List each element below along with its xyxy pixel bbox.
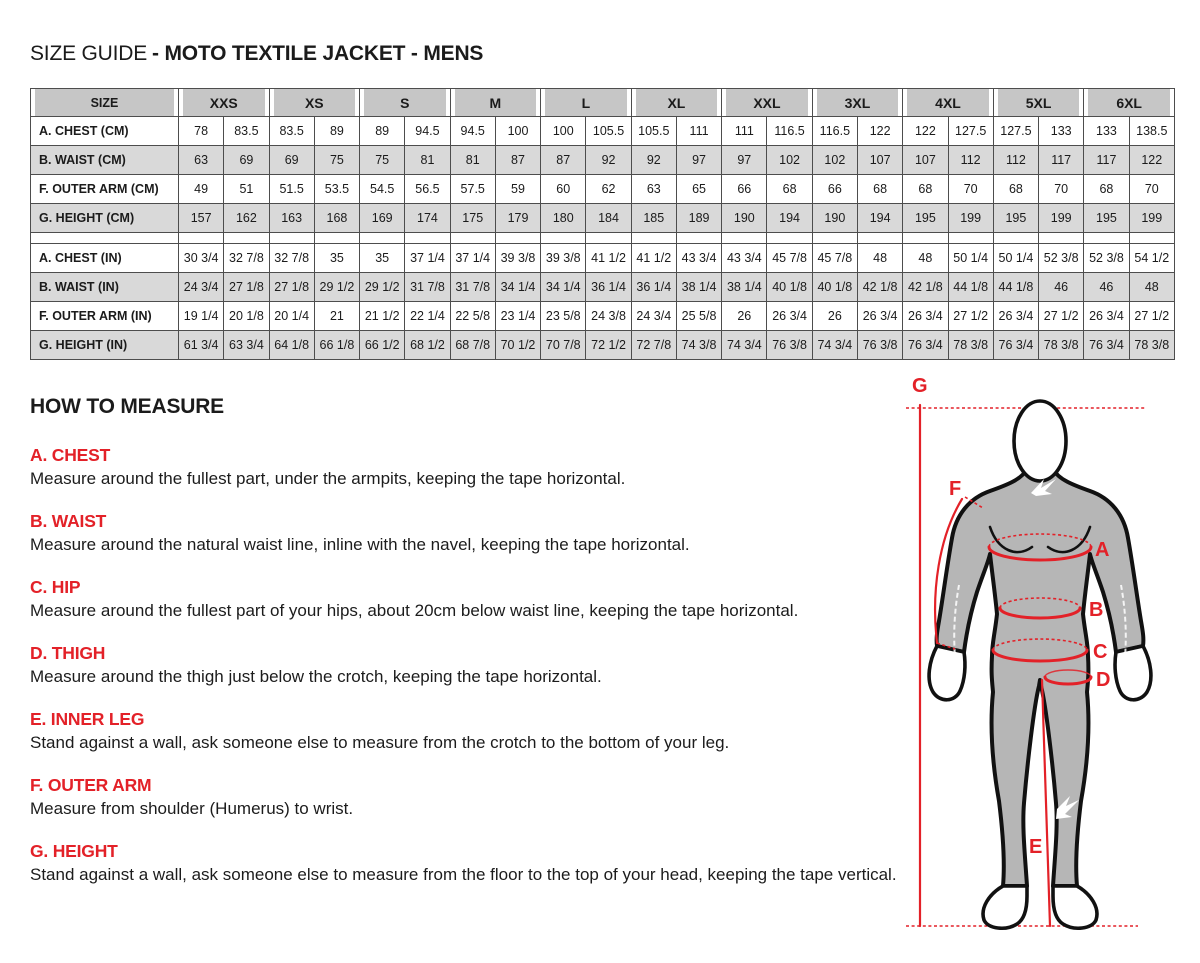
- value-cell: 133: [1039, 117, 1084, 146]
- value-cell: 89: [360, 117, 405, 146]
- value-cell: 97: [676, 146, 721, 175]
- value-cell: 66 1/2: [360, 331, 405, 360]
- value-cell: 72 1/2: [586, 331, 631, 360]
- measurement-figure: [893, 375, 1178, 963]
- value-cell: 89: [314, 117, 359, 146]
- value-cell: 185: [631, 204, 676, 233]
- value-cell: 24 3/8: [586, 302, 631, 331]
- value-cell: 138.5: [1129, 117, 1174, 146]
- value-cell: 117: [1084, 146, 1129, 175]
- spacer-cell: [405, 233, 450, 244]
- value-cell: 102: [767, 146, 812, 175]
- value-cell: 43 3/4: [722, 244, 767, 273]
- value-cell: 127.5: [948, 117, 993, 146]
- spacer-cell: [269, 233, 314, 244]
- value-cell: 46: [1039, 273, 1084, 302]
- right-hand: [1115, 646, 1151, 700]
- value-cell: 27 1/2: [1129, 302, 1174, 331]
- value-cell: 190: [722, 204, 767, 233]
- value-cell: 184: [586, 204, 631, 233]
- value-cell: 112: [993, 146, 1038, 175]
- page-title-bold: - MOTO TEXTILE JACKET - MENS: [152, 42, 484, 65]
- value-cell: 195: [993, 204, 1038, 233]
- row-label-cell: F. OUTER ARM (CM): [31, 175, 179, 204]
- value-cell: 76 3/8: [767, 331, 812, 360]
- value-cell: 100: [495, 117, 540, 146]
- value-cell: 34 1/4: [495, 273, 540, 302]
- spacer-cell: [495, 233, 540, 244]
- spacer-cell: [903, 233, 948, 244]
- size-header-xxl: XXL: [722, 89, 813, 117]
- size-header-3xl: 3XL: [812, 89, 903, 117]
- value-cell: 116.5: [767, 117, 812, 146]
- row-label-cell: A. CHEST (IN): [31, 244, 179, 273]
- spacer-cell: [586, 233, 631, 244]
- value-cell: 194: [767, 204, 812, 233]
- value-cell: 74 3/8: [676, 331, 721, 360]
- value-cell: 52 3/8: [1084, 244, 1129, 273]
- value-cell: 59: [495, 175, 540, 204]
- spacer-cell: [314, 233, 359, 244]
- size-header-4xl: 4XL: [903, 89, 994, 117]
- value-cell: 35: [360, 244, 405, 273]
- value-cell: 26 3/4: [993, 302, 1038, 331]
- page-title-regular: SIZE GUIDE: [30, 42, 148, 65]
- value-cell: 48: [1129, 273, 1174, 302]
- value-cell: 68: [903, 175, 948, 204]
- value-cell: 57.5: [450, 175, 495, 204]
- value-cell: 107: [903, 146, 948, 175]
- value-cell: 66 1/8: [314, 331, 359, 360]
- value-cell: 43 3/4: [676, 244, 721, 273]
- size-header-xxs: XXS: [179, 89, 270, 117]
- row-label-cell: B. WAIST (IN): [31, 273, 179, 302]
- measure-item-title: D. THIGH: [30, 642, 106, 663]
- value-cell: 29 1/2: [314, 273, 359, 302]
- spacer-cell: [450, 233, 495, 244]
- measure-item: [30, 445, 910, 490]
- spacer-cell: [676, 233, 721, 244]
- value-cell: 26 3/4: [903, 302, 948, 331]
- value-cell: 68 7/8: [450, 331, 495, 360]
- value-cell: 52 3/8: [1039, 244, 1084, 273]
- value-cell: 68: [767, 175, 812, 204]
- value-cell: 83.5: [269, 117, 314, 146]
- measure-item-text: Measure around the thigh just below the crotch, keeping the tape horizontal.: [30, 666, 602, 686]
- value-cell: 37 1/4: [405, 244, 450, 273]
- value-cell: 70 1/2: [495, 331, 540, 360]
- value-cell: 75: [360, 146, 405, 175]
- size-header-xs: XS: [269, 89, 360, 117]
- value-cell: 122: [1129, 146, 1174, 175]
- size-header-s: S: [360, 89, 451, 117]
- value-cell: 105.5: [631, 117, 676, 146]
- value-cell: 26: [722, 302, 767, 331]
- value-cell: 163: [269, 204, 314, 233]
- value-cell: 100: [541, 117, 586, 146]
- value-cell: 26 3/4: [767, 302, 812, 331]
- value-cell: 195: [903, 204, 948, 233]
- row-label-cell: B. WAIST (CM): [31, 146, 179, 175]
- value-cell: 111: [676, 117, 721, 146]
- spacer-cell: [541, 233, 586, 244]
- spacer-cell: [31, 233, 179, 244]
- figure-label-c: C: [1093, 641, 1108, 663]
- value-cell: 74 3/4: [722, 331, 767, 360]
- measure-item-text: Measure around the fullest part of your hips, about 20cm below waist line, keeping the tape horizontal.: [30, 600, 799, 620]
- measure-item-text: Measure around the natural waist line, inline with the navel, keeping the tape horizontal.: [30, 534, 690, 554]
- value-cell: 199: [948, 204, 993, 233]
- value-cell: 169: [360, 204, 405, 233]
- value-cell: 42 1/8: [903, 273, 948, 302]
- value-cell: 76 3/4: [993, 331, 1038, 360]
- value-cell: 42 1/8: [857, 273, 902, 302]
- measure-item-title: F. OUTER ARM: [30, 774, 152, 795]
- value-cell: 174: [405, 204, 450, 233]
- row-label-cell: G. HEIGHT (IN): [31, 331, 179, 360]
- value-cell: 50 1/4: [948, 244, 993, 273]
- value-cell: 19 1/4: [179, 302, 224, 331]
- value-cell: 63: [179, 146, 224, 175]
- value-cell: 24 3/4: [631, 302, 676, 331]
- value-cell: 27 1/2: [1039, 302, 1084, 331]
- size-table-row: [31, 204, 1175, 233]
- value-cell: 199: [1129, 204, 1174, 233]
- measure-item: [30, 709, 910, 754]
- value-cell: 122: [903, 117, 948, 146]
- value-cell: 122: [857, 117, 902, 146]
- value-cell: 56.5: [405, 175, 450, 204]
- size-table-header: [31, 89, 1175, 117]
- value-cell: 76 3/8: [857, 331, 902, 360]
- value-cell: 49: [179, 175, 224, 204]
- value-cell: 40 1/8: [812, 273, 857, 302]
- value-cell: 26 3/4: [1084, 302, 1129, 331]
- value-cell: 81: [405, 146, 450, 175]
- measure-item-title: C. HIP: [30, 576, 81, 597]
- figure-label-a: A: [1095, 539, 1110, 561]
- measure-item-title: G. HEIGHT: [30, 840, 118, 861]
- value-cell: 41 1/2: [586, 244, 631, 273]
- measure-item-title: A. CHEST: [30, 445, 111, 465]
- spacer-cell: [179, 233, 224, 244]
- value-cell: 190: [812, 204, 857, 233]
- value-cell: 35: [314, 244, 359, 273]
- value-cell: 23 1/4: [495, 302, 540, 331]
- value-cell: 31 7/8: [450, 273, 495, 302]
- spacer-cell: [1039, 233, 1084, 244]
- value-cell: 162: [224, 204, 269, 233]
- value-cell: 54.5: [360, 175, 405, 204]
- value-cell: 36 1/4: [586, 273, 631, 302]
- measure-item: [30, 511, 910, 556]
- value-cell: 69: [224, 146, 269, 175]
- value-cell: 97: [722, 146, 767, 175]
- value-cell: 44 1/8: [948, 273, 993, 302]
- size-table-header-row: [31, 89, 1175, 117]
- value-cell: 189: [676, 204, 721, 233]
- value-cell: 27 1/2: [948, 302, 993, 331]
- value-cell: 133: [1084, 117, 1129, 146]
- figure-label-d: D: [1096, 669, 1111, 691]
- value-cell: 199: [1039, 204, 1084, 233]
- value-cell: 78: [179, 117, 224, 146]
- value-cell: 20 1/4: [269, 302, 314, 331]
- spacer-cell: [1084, 233, 1129, 244]
- value-cell: 53.5: [314, 175, 359, 204]
- value-cell: 76 3/4: [1084, 331, 1129, 360]
- spacer-cell: [722, 233, 767, 244]
- value-cell: 51.5: [269, 175, 314, 204]
- value-cell: 64 1/8: [269, 331, 314, 360]
- value-cell: 32 7/8: [224, 244, 269, 273]
- measure-item-title: B. WAIST: [30, 510, 107, 531]
- measure-item-text: Stand against a wall, ask someone else to measure from the floor to the top of your head, keeping the tape vertical.: [30, 864, 897, 884]
- value-cell: 92: [631, 146, 676, 175]
- value-cell: 27 1/8: [224, 273, 269, 302]
- size-header-m: M: [450, 89, 541, 117]
- left-foot: [983, 886, 1027, 928]
- spacer-cell: [360, 233, 405, 244]
- size-table-row: [31, 302, 1175, 331]
- value-cell: 38 1/4: [676, 273, 721, 302]
- value-cell: 31 7/8: [405, 273, 450, 302]
- value-cell: 117: [1039, 146, 1084, 175]
- value-cell: 70: [1039, 175, 1084, 204]
- value-cell: 68: [1084, 175, 1129, 204]
- value-cell: 72 7/8: [631, 331, 676, 360]
- size-table-row: [31, 331, 1175, 360]
- value-cell: 68 1/2: [405, 331, 450, 360]
- value-cell: 50 1/4: [993, 244, 1038, 273]
- right-foot: [1053, 886, 1097, 928]
- value-cell: 70: [948, 175, 993, 204]
- value-cell: 23 5/8: [541, 302, 586, 331]
- spacer-cell: [993, 233, 1038, 244]
- size-table-row: [31, 273, 1175, 302]
- value-cell: 27 1/8: [269, 273, 314, 302]
- value-cell: 66: [812, 175, 857, 204]
- value-cell: 168: [314, 204, 359, 233]
- spacer-cell: [1129, 233, 1174, 244]
- value-cell: 180: [541, 204, 586, 233]
- spacer-cell: [948, 233, 993, 244]
- value-cell: 179: [495, 204, 540, 233]
- size-header-l: L: [541, 89, 632, 117]
- measure-item: [30, 775, 910, 820]
- value-cell: 34 1/4: [541, 273, 586, 302]
- value-cell: 102: [812, 146, 857, 175]
- value-cell: 94.5: [405, 117, 450, 146]
- value-cell: 25 5/8: [676, 302, 721, 331]
- spacer-cell: [812, 233, 857, 244]
- value-cell: 112: [948, 146, 993, 175]
- body-silhouette: [937, 470, 1144, 886]
- value-cell: 66: [722, 175, 767, 204]
- measure-item: [30, 577, 910, 622]
- value-cell: 69: [269, 146, 314, 175]
- unit-block-spacer-row: [31, 233, 1175, 244]
- value-cell: 39 3/8: [495, 244, 540, 273]
- value-cell: 20 1/8: [224, 302, 269, 331]
- value-cell: 24 3/4: [179, 273, 224, 302]
- value-cell: 75: [314, 146, 359, 175]
- row-label-cell: F. OUTER ARM (IN): [31, 302, 179, 331]
- page-title: [30, 42, 483, 66]
- value-cell: 62: [586, 175, 631, 204]
- figure-label-b: B: [1089, 599, 1104, 621]
- value-cell: 41 1/2: [631, 244, 676, 273]
- value-cell: 87: [495, 146, 540, 175]
- size-table-row: [31, 175, 1175, 204]
- value-cell: 105.5: [586, 117, 631, 146]
- figure-label-f: F: [949, 478, 962, 500]
- size-header-6xl: 6XL: [1084, 89, 1175, 117]
- spacer-cell: [857, 233, 902, 244]
- size-table-row: [31, 244, 1175, 273]
- value-cell: 30 3/4: [179, 244, 224, 273]
- value-cell: 46: [1084, 273, 1129, 302]
- value-cell: 70 7/8: [541, 331, 586, 360]
- value-cell: 116.5: [812, 117, 857, 146]
- left-hand: [929, 646, 965, 700]
- value-cell: 92: [586, 146, 631, 175]
- value-cell: 48: [903, 244, 948, 273]
- value-cell: 61 3/4: [179, 331, 224, 360]
- value-cell: 40 1/8: [767, 273, 812, 302]
- value-cell: 51: [224, 175, 269, 204]
- row-label-cell: A. CHEST (CM): [31, 117, 179, 146]
- value-cell: 22 5/8: [450, 302, 495, 331]
- value-cell: 21 1/2: [360, 302, 405, 331]
- value-cell: 81: [450, 146, 495, 175]
- size-table-corner-cell: SIZE: [31, 89, 179, 117]
- value-cell: 83.5: [224, 117, 269, 146]
- value-cell: 45 7/8: [812, 244, 857, 273]
- value-cell: 74 3/4: [812, 331, 857, 360]
- measure-list: [30, 445, 910, 886]
- value-cell: 29 1/2: [360, 273, 405, 302]
- value-cell: 107: [857, 146, 902, 175]
- measure-item: [30, 841, 910, 886]
- value-cell: 94.5: [450, 117, 495, 146]
- figure-label-e: E: [1029, 836, 1043, 858]
- value-cell: 78 3/8: [1039, 331, 1084, 360]
- value-cell: 26: [812, 302, 857, 331]
- value-cell: 37 1/4: [450, 244, 495, 273]
- size-table-row: [31, 117, 1175, 146]
- value-cell: 127.5: [993, 117, 1038, 146]
- value-cell: 194: [857, 204, 902, 233]
- value-cell: 78 3/8: [1129, 331, 1174, 360]
- spacer-cell: [767, 233, 812, 244]
- value-cell: 65: [676, 175, 721, 204]
- size-table-row: [31, 146, 1175, 175]
- value-cell: 87: [541, 146, 586, 175]
- value-cell: 21: [314, 302, 359, 331]
- value-cell: 78 3/8: [948, 331, 993, 360]
- value-cell: 48: [857, 244, 902, 273]
- size-header-5xl: 5XL: [993, 89, 1084, 117]
- measure-item: [30, 643, 910, 688]
- value-cell: 36 1/4: [631, 273, 676, 302]
- how-to-measure-heading: HOW TO MEASURE: [30, 395, 224, 418]
- spacer-cell: [631, 233, 676, 244]
- value-cell: 44 1/8: [993, 273, 1038, 302]
- value-cell: 45 7/8: [767, 244, 812, 273]
- size-header-xl: XL: [631, 89, 722, 117]
- value-cell: 195: [1084, 204, 1129, 233]
- value-cell: 70: [1129, 175, 1174, 204]
- measure-item-title: E. INNER LEG: [30, 708, 145, 729]
- value-cell: 26 3/4: [857, 302, 902, 331]
- value-cell: 38 1/4: [722, 273, 767, 302]
- value-cell: 68: [993, 175, 1038, 204]
- value-cell: 63: [631, 175, 676, 204]
- how-to-measure-section: [30, 394, 910, 907]
- value-cell: 32 7/8: [269, 244, 314, 273]
- size-table-body: [31, 117, 1175, 360]
- figure-label-g: G: [912, 375, 928, 397]
- measure-item-text: Measure around the fullest part, under the armpits, keeping the tape horizontal.: [30, 468, 626, 488]
- row-label-cell: G. HEIGHT (CM): [31, 204, 179, 233]
- head: [1014, 401, 1066, 481]
- value-cell: 22 1/4: [405, 302, 450, 331]
- value-cell: 76 3/4: [903, 331, 948, 360]
- value-cell: 68: [857, 175, 902, 204]
- value-cell: 157: [179, 204, 224, 233]
- value-cell: 54 1/2: [1129, 244, 1174, 273]
- measure-item-text: Stand against a wall, ask someone else to measure from the crotch to the bottom of your leg.: [30, 732, 730, 752]
- value-cell: 39 3/8: [541, 244, 586, 273]
- size-table: [30, 88, 1175, 360]
- value-cell: 111: [722, 117, 767, 146]
- value-cell: 63 3/4: [224, 331, 269, 360]
- measure-item-text: Measure from shoulder (Humerus) to wrist.: [30, 798, 354, 818]
- value-cell: 175: [450, 204, 495, 233]
- spacer-cell: [224, 233, 269, 244]
- value-cell: 60: [541, 175, 586, 204]
